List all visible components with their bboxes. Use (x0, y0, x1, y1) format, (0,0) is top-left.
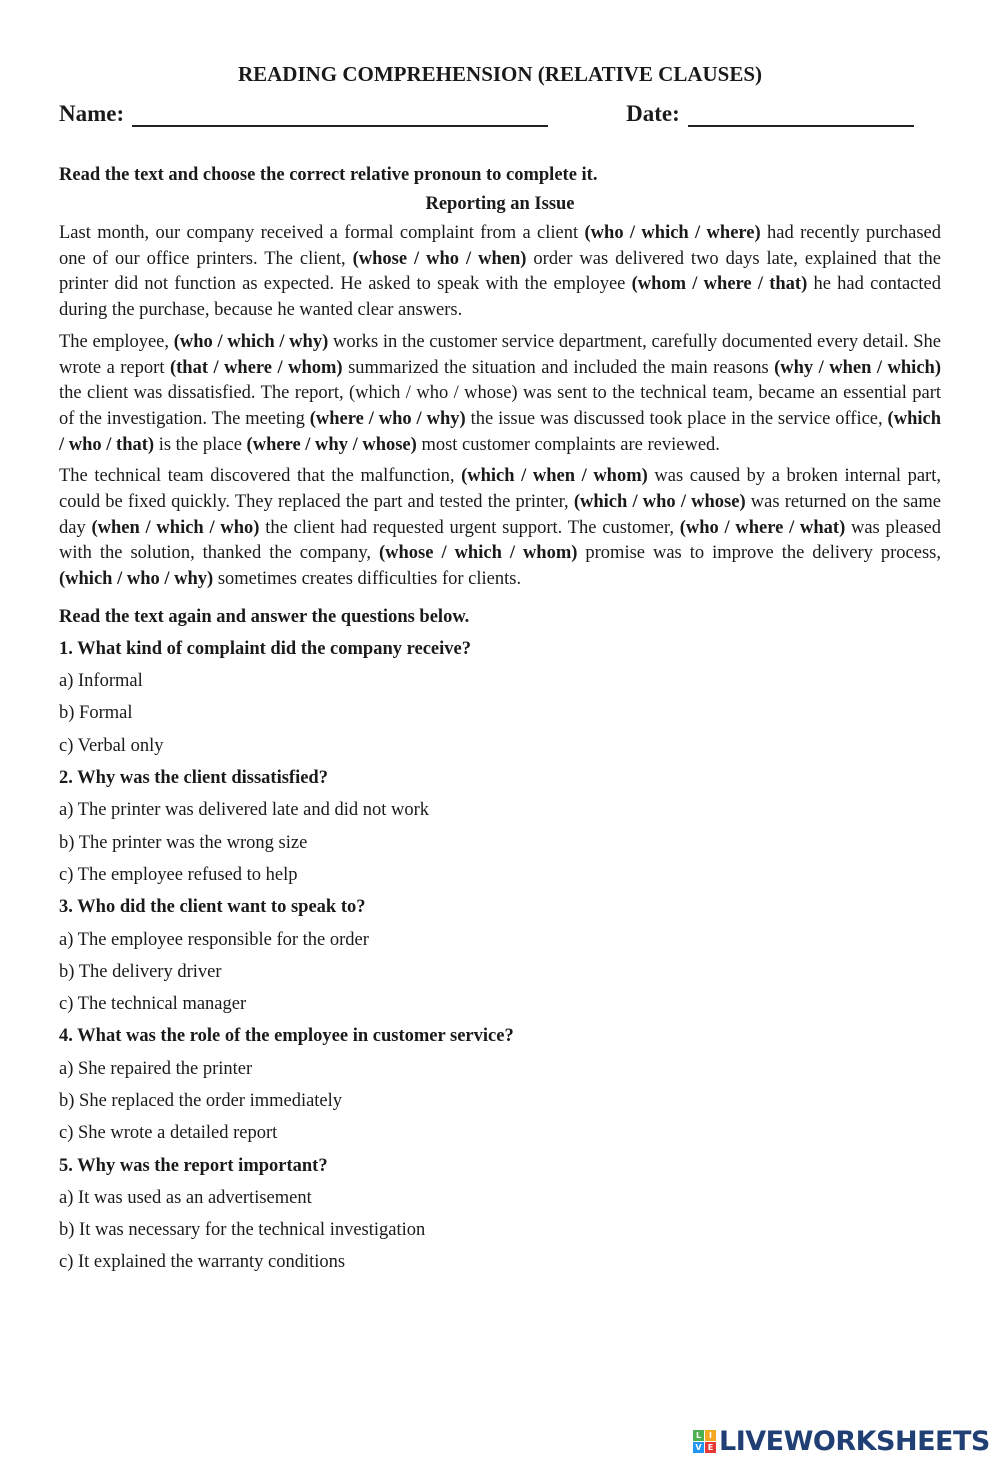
answer-option[interactable]: c) She wrote a detailed report (59, 1123, 278, 1144)
pronoun-choice[interactable]: (who / where / what) (679, 517, 846, 538)
answer-option[interactable]: b) It was necessary for the technical investigation (59, 1220, 426, 1241)
text-segment: is the place (154, 434, 247, 455)
pronoun-choice[interactable]: (when / which / who) (91, 517, 260, 538)
date-label: Date: (626, 101, 680, 126)
questions-list (59, 633, 941, 1279)
pronoun-choice[interactable]: (who / which / why) (173, 331, 329, 352)
question: 2. Why was the client dissatisfied? (59, 768, 328, 789)
question: 1. What kind of complaint did the company receive? (59, 638, 471, 659)
logo-letter-block: E (705, 1442, 716, 1453)
instruction-choose: Read the text and choose the correct relative pronoun to complete it. (59, 165, 598, 185)
answer-option[interactable]: a) It was used as an advertisement (59, 1187, 312, 1208)
answer-option[interactable]: a) The printer was delivered late and did not work (59, 800, 430, 821)
text-segment: The technical team discovered that the malfunction, (59, 466, 462, 487)
text-segment: the issue was discussed took place in the service office, (465, 408, 888, 429)
paragraph (59, 221, 941, 324)
answer-option[interactable]: a) The employee responsible for the order (59, 929, 369, 950)
question: 5. Why was the report important? (59, 1155, 328, 1176)
text-segment: had recently purchased one of our office printers. The client, (59, 223, 941, 269)
logo-text: LIVEWORKSHEETS (719, 1426, 990, 1457)
text-segment: most customer complaints are reviewed. (416, 434, 720, 455)
logo-letter-block: V (693, 1442, 704, 1453)
logo-blocks-icon (693, 1430, 716, 1453)
logo-letter-block: L (693, 1430, 704, 1441)
name-label: Name: (59, 101, 125, 126)
text-title: Reporting an Issue (425, 194, 575, 214)
answer-option[interactable]: c) It explained the warranty conditions (59, 1252, 346, 1273)
text-segment: was returned on the same day (59, 492, 941, 538)
worksheet (59, 62, 941, 1279)
text-segment: works in the customer service department, carefully documented every detail. She wrote a report (59, 331, 941, 378)
answer-option[interactable]: b) The delivery driver (59, 961, 222, 982)
answer-option[interactable]: c) The technical manager (59, 994, 247, 1015)
text-segment: order was delivered two days late, explained that the printer did not function as expected. He asked to speak with the employee (59, 248, 942, 295)
question: 4. What was the role of the employee in customer service? (59, 1026, 514, 1047)
worksheet-title: READING COMPREHENSION (RELATIVE CLAUSES) (237, 62, 763, 86)
liveworksheets-logo (693, 1426, 990, 1457)
answer-option[interactable]: b) She replaced the order immediately (59, 1091, 343, 1111)
text-segment: he had contacted during the purchase, because he wanted clear answers. (59, 274, 941, 321)
answer-option[interactable]: c) The employee refused to help (59, 864, 298, 885)
paragraph (59, 330, 941, 459)
pronoun-choice[interactable]: (where / why / whose) (246, 434, 417, 455)
name-date-row (59, 95, 941, 127)
answer-option[interactable]: a) She repaired the printer (59, 1058, 253, 1079)
pronoun-choice[interactable]: (whose / who / when) (352, 248, 527, 269)
pronoun-choice[interactable]: (which / who / whose) (573, 492, 746, 513)
text-segment: promise was to improve the delivery process, (577, 543, 941, 564)
name-field-line[interactable] (132, 105, 548, 127)
pronoun-choice[interactable]: (who / which / where) (584, 223, 761, 243)
text-segment: The employee, (59, 331, 174, 352)
answer-option[interactable]: b) The printer was the wrong size (59, 832, 308, 853)
text-segment: was pleased with the solution, thanked the company, (59, 517, 941, 564)
pronoun-choice[interactable]: (that / where / whom) (169, 357, 343, 378)
pronoun-choice[interactable]: (whom / where / that) (631, 274, 808, 295)
instruction-questions: Read the text again and answer the questions below. (59, 606, 470, 627)
pronoun-choice[interactable]: (which / when / whom) (461, 466, 648, 487)
date-field-line[interactable] (688, 105, 914, 127)
pronoun-choice[interactable]: (which / who / that) (59, 408, 941, 455)
text-segment: was caused by a broken internal part, could be fixed quickly. They replaced the part and tested the printer, (59, 466, 941, 513)
text-segment: summarized the situation and included the main reasons (342, 357, 775, 378)
text-segment: Last month, our company received a formal complaint from a client (59, 223, 585, 243)
answer-option[interactable]: c) Verbal only (59, 735, 164, 756)
pronoun-choice[interactable]: (whose / which / whom) (379, 543, 578, 564)
question: 3. Who did the client want to speak to? (59, 897, 366, 918)
pronoun-choice[interactable]: (which / who / why) (59, 569, 214, 590)
logo-letter-block: I (705, 1430, 716, 1441)
paragraph (59, 464, 941, 593)
text-segment: the client was dissatisfied. The report, (which / who / whose) was sent to the technical team, became an essential part of the investigation. The meeting (59, 383, 941, 429)
text-segment: sometimes creates difficulties for clients. (213, 569, 522, 590)
text-segment: the client had requested urgent support. The customer, (259, 517, 680, 538)
pronoun-choice[interactable]: (where / who / why) (309, 408, 466, 429)
pronoun-choice[interactable]: (why / when / which) (774, 357, 941, 378)
answer-option[interactable]: b) Formal (59, 703, 133, 724)
answer-option[interactable]: a) Informal (59, 671, 143, 692)
reading-text (59, 221, 941, 593)
